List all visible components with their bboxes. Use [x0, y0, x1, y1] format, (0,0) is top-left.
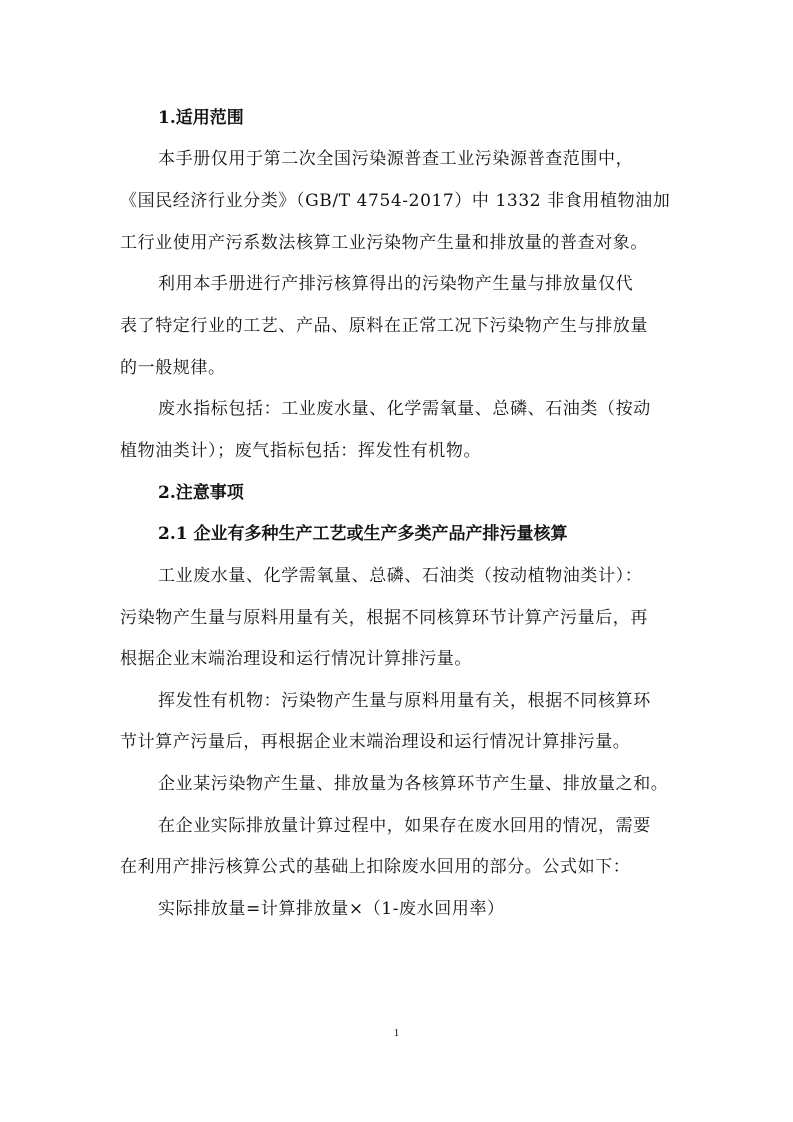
section-heading-notes: 2.注意事项 [158, 483, 244, 503]
formula-line: 实际排放量=计算排放量×（1-废水回用率） [158, 899, 505, 919]
paragraph-line: 废水指标包括：工业废水量、化学需氧量、总磷、石油类（按动 [158, 399, 651, 419]
paragraph-line: 工行业使用产污系数法核算工业污染物产生量和排放量的普查对象。 [120, 233, 648, 253]
paragraph-line: 根据企业末端治理设和运行情况计算排污量。 [120, 649, 472, 669]
page-number: 1 [393, 1027, 400, 1039]
paragraph-line: 企业某污染物产生量、排放量为各核算环节产生量、排放量之和。 [158, 774, 669, 794]
paragraph-line: 节计算产污量后，再根据企业末端治理设和运行情况计算排污量。 [120, 732, 631, 752]
paragraph-line: 利用本手册进行产排污核算得出的污染物产生量与排放量仅代 [158, 274, 634, 294]
paragraph-line: 污染物产生量与原料用量有关，根据不同核算环节计算产污量后，再 [120, 608, 648, 628]
paragraph-line: 挥发性有机物：污染物产生量与原料用量有关，根据不同核算环 [158, 691, 651, 711]
subsection-heading: 2.1 企业有多种生产工艺或生产多类产品产排污量核算 [158, 524, 568, 544]
paragraph-line: 在利用产排污核算公式的基础上扣除废水回用的部分。公式如下： [120, 857, 631, 877]
paragraph-line: 在企业实际排放量计算过程中，如果存在废水回用的情况，需要 [158, 816, 651, 836]
paragraph-line: 本手册仅用于第二次全国污染源普查工业污染源普查范围中， [158, 149, 634, 169]
section-heading-scope: 1.适用范围 [158, 108, 244, 128]
paragraph-line: 工业废水量、化学需氧量、总磷、石油类（按动植物油类计）： [158, 566, 643, 586]
paragraph-line: 的一般规律。 [120, 358, 226, 378]
paragraph-line: 植物油类计）；废气指标包括：挥发性有机物。 [120, 441, 482, 461]
paragraph-line: 表了特定行业的工艺、产品、原料在正常工况下污染物产生与排放量 [120, 316, 648, 336]
paragraph-line: 《国民经济行业分类》（GB/T 4754-2017）中 1332 非食用植物油加 [120, 191, 671, 211]
